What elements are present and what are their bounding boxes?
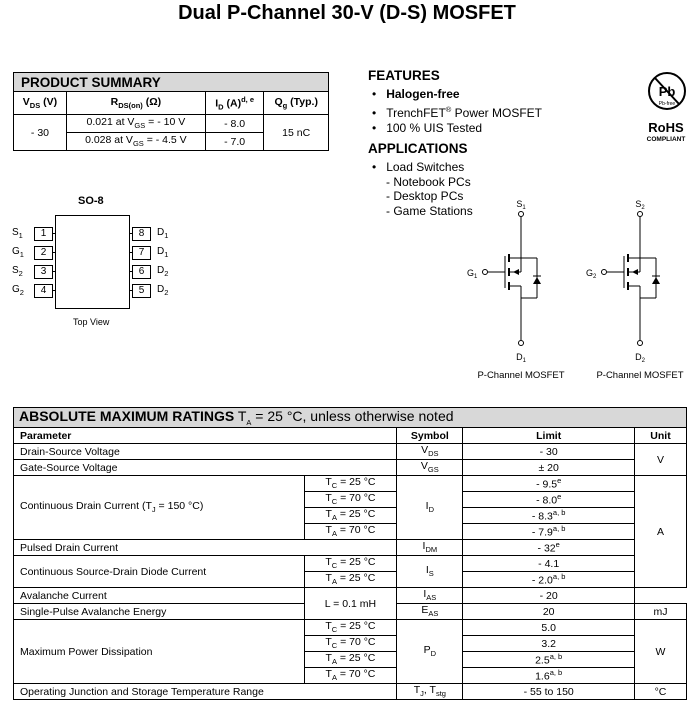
application-sub: - Notebook PCs (386, 174, 471, 189)
rds-row1: 0.021 at $V_{GS}$ = - 10 V (66, 115, 205, 133)
pin-number: 2 (34, 246, 53, 260)
features-heading: FEATURES (368, 68, 440, 83)
amr-col-parameter: Parameter (14, 428, 397, 444)
cond: $T_A = 70$ °C (304, 668, 397, 684)
col-qg: $Q_g$ (Typ.) (264, 92, 329, 115)
source-label: $S_2$ (635, 199, 645, 211)
cond: $T_C = 25$ °C (304, 620, 397, 636)
pd-limit: 5.0 (463, 620, 635, 636)
volt-unit: V (635, 444, 687, 476)
is-param: Continuous Source-Drain Diode Current (14, 556, 305, 588)
absolute-maximum-ratings-table (13, 407, 687, 700)
package-view-label: Top View (73, 317, 110, 327)
tj-param: Operating Junction and Storage Temperature Range (14, 684, 397, 700)
tj-symbol: $T_J$, $T_{stg}$ (397, 684, 463, 700)
rohs-compliant: COMPLIANT (646, 136, 686, 143)
eas-limit: 20 (463, 604, 635, 620)
tj-limit: - 55 to 150 (463, 684, 635, 700)
gate-label: $G_1$ (467, 268, 478, 280)
amr-heading: ABSOLUTE MAXIMUM RATINGS $T_A = 25$ °C, unless otherwise noted (14, 408, 687, 428)
pin-lead (52, 290, 55, 291)
application-item: • Load Switches (372, 160, 465, 174)
page-title: Dual P-Channel 30-V (D-S) MOSFET (178, 2, 516, 24)
pin-label: $D_2$ (157, 284, 169, 297)
cond: $T_A = 25$ °C (304, 508, 397, 524)
features-list (372, 87, 542, 136)
pin-label: $D_1$ (157, 227, 169, 240)
rds-row2: 0.028 at $V_{GS}$ = - 4.5 V (66, 133, 205, 151)
cond: $T_C = 25$ °C (304, 476, 397, 492)
source-label: $S_1$ (516, 199, 526, 211)
applications-list (372, 160, 473, 218)
pin-number: 4 (34, 284, 53, 298)
amp-unit: A (635, 476, 687, 588)
id-row2: - 7.0 (205, 133, 264, 151)
applications-heading: APPLICATIONS (368, 141, 468, 156)
ias-symbol: $I_{AS}$ (397, 588, 463, 604)
eas-unit: mJ (635, 604, 687, 620)
cond: $T_A = 25$ °C (304, 572, 397, 588)
ias-cond: L = 0.1 mH (304, 588, 397, 620)
pd-unit: W (635, 620, 687, 684)
eas-symbol: $E_{AS}$ (397, 604, 463, 620)
pd-symbol: $P_D$ (397, 620, 463, 684)
pin-number: 5 (132, 284, 151, 298)
vgs-symbol: $V_{GS}$ (397, 460, 463, 476)
vds-param: Drain-Source Voltage (14, 444, 397, 460)
id-limit: - 8.3$^{a, b}$ (463, 508, 635, 524)
id-symbol: $I_D$ (397, 476, 463, 540)
idm-limit: - 32e (463, 540, 635, 556)
pd-param: Maximum Power Dissipation (14, 620, 305, 684)
drain-label: $D_2$ (635, 352, 645, 364)
ias-limit: - 20 (463, 588, 635, 604)
amr-col-limit: Limit (463, 428, 635, 444)
mosfet-symbol (461, 196, 571, 372)
is-limit: - 2.0$^{a, b}$ (463, 572, 635, 588)
pin-number: 7 (132, 246, 151, 260)
is-symbol: $I_S$ (397, 556, 463, 588)
vgs-limit: ± 20 (463, 460, 635, 476)
pin-label: $G_1$ (12, 246, 24, 259)
cond: $T_C = 70$ °C (304, 492, 397, 508)
col-vds: $V_{DS}$ (V) (14, 92, 67, 115)
pb-text: Pb (658, 84, 676, 99)
mosfet-symbol (580, 196, 690, 372)
pd-limit: 3.2 (463, 636, 635, 652)
pin-lead (52, 233, 55, 234)
package-body (55, 215, 130, 309)
pin-label: $D_2$ (157, 265, 169, 278)
eas-param: Single-Pulse Avalanche Energy (14, 604, 305, 620)
pin-lead (52, 271, 55, 272)
feature-item: • 100 % UIS Tested (372, 121, 483, 135)
application-sub: - Desktop PCs (386, 189, 464, 203)
pin-label: $D_1$ (157, 246, 169, 259)
feature-item: • TrenchFET® Power MOSFET (372, 105, 542, 120)
cond: $T_A = 25$ °C (304, 652, 397, 668)
mosfet-caption: P-Channel MOSFET (596, 370, 684, 381)
pin-label: $G_2$ (12, 284, 24, 297)
qg-value: 15 nC (264, 115, 329, 151)
product-summary-table (13, 72, 329, 151)
id-row1: - 8.0 (205, 115, 264, 133)
mosfet-caption: P-Channel MOSFET (477, 370, 565, 381)
cond: $T_C = 25$ °C (304, 556, 397, 572)
col-id: $I_D$ $(A)^{d, e}$ (205, 92, 264, 115)
id-param: Continuous Drain Current ($T_J = 150$ °C) (14, 476, 305, 540)
tj-unit: °C (635, 684, 687, 700)
pin-number: 6 (132, 265, 151, 279)
vgs-param: Gate-Source Voltage (14, 460, 397, 476)
pin-number: 1 (34, 227, 53, 241)
cond: $T_C = 70$ °C (304, 636, 397, 652)
pb-free-logo (645, 70, 690, 120)
pin-label: $S_1$ (12, 227, 23, 240)
pbfree-text: Pb-free (658, 101, 676, 107)
feature-item: • Halogen-free (372, 87, 460, 101)
pin-label: $S_2$ (12, 265, 23, 278)
vds-symbol: $V_{DS}$ (397, 444, 463, 460)
cond: $T_A = 70$ °C (304, 524, 397, 540)
pd-limit: 1.6$^{a, b}$ (463, 668, 635, 684)
drain-label: $D_1$ (516, 352, 526, 364)
is-limit: - 4.1 (463, 556, 635, 572)
pin-lead (52, 252, 55, 253)
id-limit: - 8.0e (463, 492, 635, 508)
amr-col-symbol: Symbol (397, 428, 463, 444)
vds-value: - 30 (14, 115, 67, 151)
amr-col-unit: Unit (635, 428, 687, 444)
vds-limit: - 30 (463, 444, 635, 460)
pin-number: 8 (132, 227, 151, 241)
gate-label: $G_2$ (586, 268, 597, 280)
col-rds: $R_{DS(on)}$ (Ω) (66, 92, 205, 115)
idm-param: Pulsed Drain Current (14, 540, 397, 556)
id-limit: - 7.9$^{a, b}$ (463, 524, 635, 540)
pin-number: 3 (34, 265, 53, 279)
application-sub: - Game Stations (386, 203, 473, 218)
id-limit: - 9.5e (463, 476, 635, 492)
idm-symbol: $I_{DM}$ (397, 540, 463, 556)
product-summary-heading: PRODUCT SUMMARY (14, 73, 329, 92)
pd-limit: 2.5$^{a, b}$ (463, 652, 635, 668)
ias-param: Avalanche Current (14, 588, 305, 604)
rohs-label: RoHS (648, 120, 684, 135)
package-name: SO-8 (78, 195, 104, 207)
